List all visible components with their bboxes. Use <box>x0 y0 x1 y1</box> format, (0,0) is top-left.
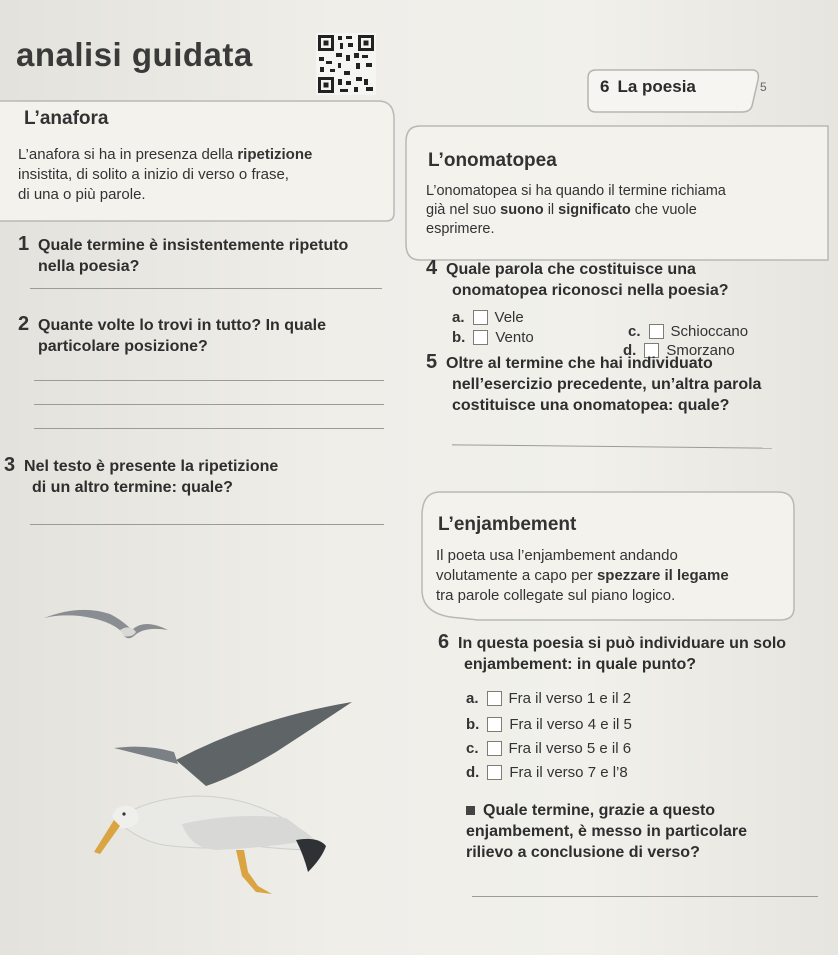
qr-code-icon[interactable] <box>316 33 376 95</box>
anafora-title: L’anafora <box>24 108 109 129</box>
answer-line-q2-2[interactable] <box>34 404 384 405</box>
answer-line-q2-1[interactable] <box>34 380 384 381</box>
question-6: 6 In questa poesia si può individuare un solo enjambement: in quale punto? <box>438 631 787 673</box>
checkbox[interactable] <box>487 691 502 706</box>
q6-option-d[interactable]: d. Fra il verso 7 e l’8 <box>466 764 628 781</box>
q6-option-b[interactable]: b. Fra il verso 4 e il 5 <box>466 716 632 733</box>
square-bullet-icon <box>466 806 475 815</box>
question-5: 5 Oltre al termine che hai individuato nell’esercizio precedente, un’altra parola costituisce una onomatopea: quale? <box>426 351 762 414</box>
small-seagull-icon <box>40 600 170 650</box>
onomatopea-text: L’onomatopea si ha quando il termine richiama già nel suo suono il significato che vuole esprimere. <box>426 183 726 237</box>
question-1: 1 Quale termine è insistentemente ripetuto nella poesia? <box>18 233 349 275</box>
anafora-text: L’anafora si ha in presenza della ripetizione insistita, di solito a inizio di verso o frase, di una o più parole. <box>18 146 313 203</box>
enjambement-text: Il poeta usa l’enjambement andando volutamente a capo per spezzare il legame tra parole collegate sul piano logico. <box>436 547 729 604</box>
chapter-badge <box>600 77 696 97</box>
checkbox[interactable] <box>487 717 502 732</box>
q4-option-b[interactable]: b. Vento <box>452 329 534 346</box>
q6-option-a[interactable]: a. Fra il verso 1 e il 2 <box>466 690 632 707</box>
q4-option-d[interactable]: d. Smorzano <box>623 342 735 359</box>
checkbox[interactable] <box>487 741 502 756</box>
answer-line-q3[interactable] <box>30 524 384 525</box>
checkbox[interactable] <box>487 765 502 780</box>
page-title: analisi guidata <box>16 36 253 73</box>
checkbox[interactable] <box>473 330 488 345</box>
chapter-number: 6 <box>600 77 610 96</box>
enjambement-title: L’enjambement <box>438 514 577 535</box>
question-7: Quale termine, grazie a questo enjambement, è messo in particolare rilievo a conclusione di verso? <box>466 802 747 861</box>
large-seagull-icon <box>86 700 376 900</box>
q4-option-c[interactable]: c. Schioccano <box>628 323 749 340</box>
question-3: 3 Nel testo è presente la ripetizione di un altro termine: quale? <box>4 454 279 496</box>
q4-option-a[interactable]: a. Vele <box>452 309 524 326</box>
onomatopea-title: L’onomatopea <box>428 150 557 171</box>
answer-line-q7[interactable] <box>472 896 818 897</box>
question-2: 2 Quante volte lo trovi in tutto? In quale particolare posizione? <box>18 313 327 355</box>
q6-option-c[interactable]: c. Fra il verso 5 e il 6 <box>466 740 632 757</box>
checkbox[interactable] <box>473 310 488 325</box>
chapter-title: La poesia <box>617 77 696 96</box>
chapter-page-marker: 5 <box>760 80 767 94</box>
question-4: 4 Quale parola che costituisce una onomatopea riconosci nella poesia? <box>426 257 729 299</box>
checkbox[interactable] <box>649 324 664 339</box>
answer-line-q2-3[interactable] <box>34 428 384 429</box>
answer-line-q1[interactable] <box>30 288 382 289</box>
